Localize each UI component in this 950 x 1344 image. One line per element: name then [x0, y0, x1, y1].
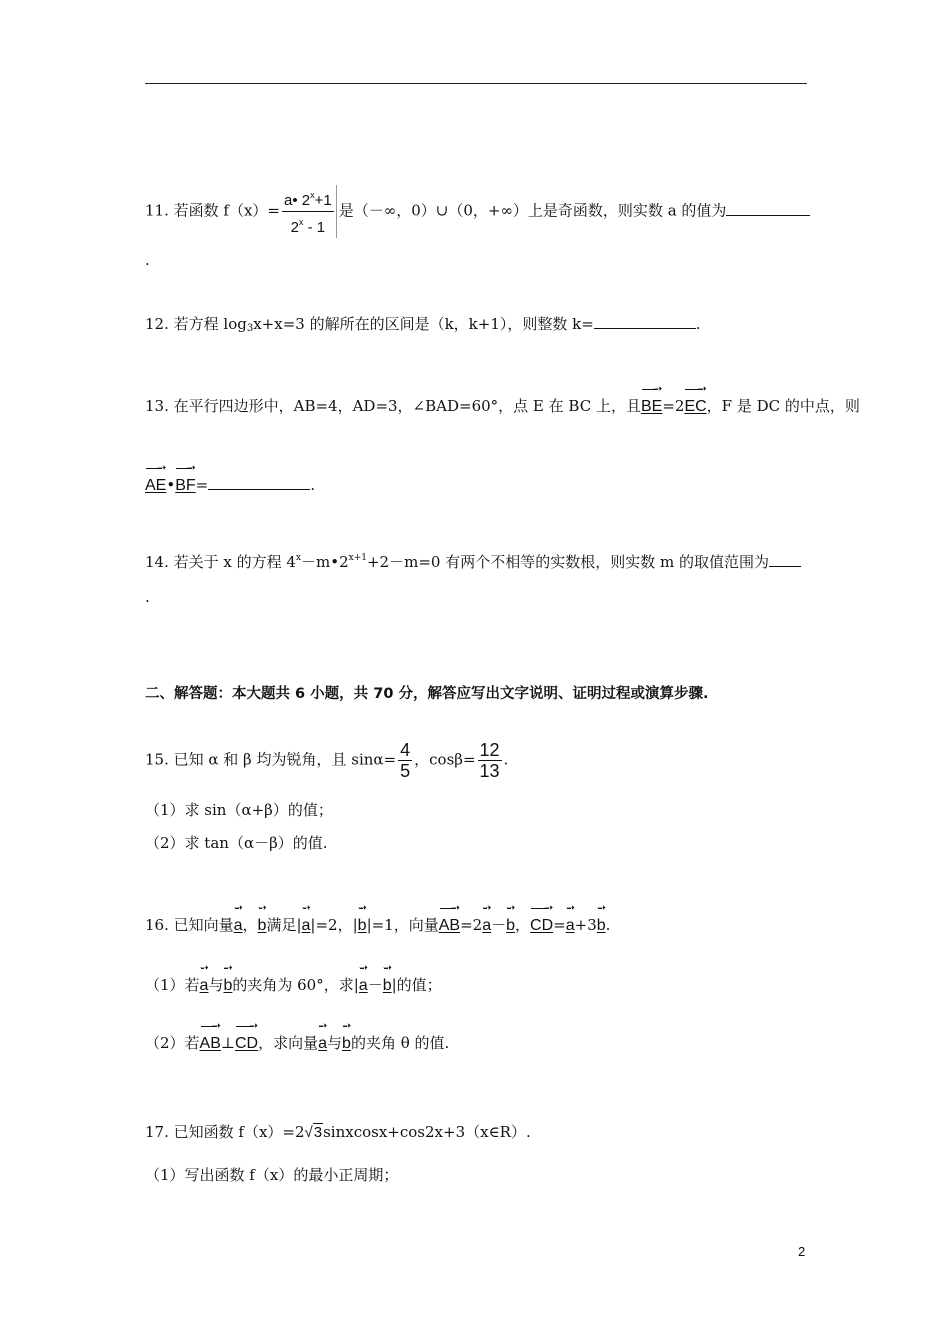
q16-plus3: +3 [574, 916, 597, 934]
vector-a [565, 902, 575, 936]
vector-ec [684, 383, 707, 417]
q16-p2-mid: ，求向量 [258, 1034, 319, 1052]
vector-cd [530, 902, 554, 936]
vector-a-label: a [233, 917, 243, 934]
q15-text-pre: 15. 已知 α 和 β 均为锐角，且 sinα= [145, 750, 397, 769]
vector-a [233, 902, 243, 936]
vector-arrow-icon: ➝ [506, 902, 516, 914]
vector-arrow-icon: ➝ [530, 903, 553, 914]
q11-fraction [282, 185, 337, 238]
q11-num-exp: x [310, 190, 315, 200]
vector-arrow-icon: ➝ [641, 384, 662, 395]
vector-arrow-icon: ➝ [257, 902, 267, 914]
q13-text-pre: 13. 在平行四边形中，AB=4，AD=3，∠BAD=60°，点 E 在 BC 上，且 [145, 397, 641, 415]
q16-p1-pre: （1）若 [145, 976, 200, 994]
vector-arrow-icon: ➝ [318, 1020, 328, 1032]
q11-num-base: 2 [301, 192, 311, 209]
vector-arrow-icon: ➝ [223, 962, 233, 974]
vector-bf-label: BF [175, 477, 196, 494]
q11-den-tail: - 1 [303, 219, 326, 236]
q15-fraction-cos [478, 740, 502, 781]
answer-blank [726, 201, 810, 216]
vector-a [199, 962, 209, 996]
vector-ec-label: EC [684, 398, 707, 415]
q16-period: . [605, 916, 611, 934]
q16-eq2: = [553, 916, 566, 934]
vector-a-label: a [301, 917, 311, 934]
q17-text-post: sinxcosx+cos2x+3（x∈R）. [323, 1123, 531, 1141]
answer-blank [594, 314, 696, 329]
q15-sin-den: 5 [400, 761, 411, 781]
vector-b [342, 1020, 352, 1054]
q14-exp2: x+1 [348, 553, 367, 563]
q13-eq: = [195, 476, 209, 494]
vector-b-label: b [342, 1035, 351, 1052]
vector-bf [175, 462, 196, 496]
header-rule [145, 83, 807, 84]
q16-comma: ， [242, 916, 258, 934]
answer-blank [208, 475, 310, 490]
question-13 [145, 383, 860, 417]
vector-arrow-icon: ➝ [200, 1021, 221, 1032]
q12-text-post: x+x=3 的解所在的区间是（k，k+1），则整数 k= [253, 315, 594, 333]
vector-a [301, 902, 311, 936]
q15-cos-den: 13 [479, 761, 500, 781]
q14-text-post: +2－m=0 有两个不相等的实数根，则实数 m 的取值范围为 [366, 553, 769, 571]
q16-eq1: =2 [460, 916, 483, 934]
vector-cd-label: CD [530, 917, 554, 934]
vector-b [223, 962, 233, 996]
q16-p1-post: |的值； [391, 976, 442, 994]
vector-a-label: a [565, 917, 575, 934]
vector-arrow-icon: ➝ [233, 902, 243, 914]
q16-text-pre: 16. 已知向量 [145, 916, 234, 934]
q15-period: . [503, 750, 509, 769]
vector-a-label: a [482, 917, 492, 934]
q16-cond1: 满足| [266, 916, 302, 934]
vector-arrow-icon: ➝ [342, 1020, 352, 1032]
vector-a [482, 902, 492, 936]
q15-cos-num: 12 [479, 740, 500, 760]
q17-text-pre: 17. 已知函数 f（x）=2 [145, 1123, 305, 1141]
vector-arrow-icon: ➝ [596, 902, 606, 914]
question-11 [145, 185, 810, 238]
vector-cd [235, 1020, 259, 1054]
vector-be [640, 383, 663, 417]
vector-a-label: a [199, 977, 209, 994]
q16-part-1 [145, 962, 442, 996]
vector-arrow-icon: ➝ [199, 962, 209, 974]
q11-den-base: 2 [290, 219, 299, 236]
q16-cond2: |=2，| [310, 916, 358, 934]
vector-arrow-icon: ➝ [358, 962, 369, 974]
q17-part-1: （1）写出函数 f（x）的最小正周期； [145, 1166, 399, 1184]
q11-num-dot: • [292, 192, 298, 209]
vector-b-label: b [596, 917, 606, 934]
q11-period: . [145, 251, 150, 269]
vector-cd-label: CD [235, 1035, 259, 1052]
vector-arrow-icon: ➝ [357, 902, 367, 914]
q15-fraction-sin [398, 740, 412, 781]
q11-num-tail: +1 [314, 192, 332, 209]
q15-sin-num: 4 [400, 740, 411, 760]
vector-arrow-icon: ➝ [439, 903, 460, 914]
q11-num-a: a [283, 192, 293, 209]
answer-blank [769, 552, 801, 567]
section-heading: 二、解答题：本大题共 6 小题，共 70 分，解答应写出文字说明、证明过程或演算步骤. [145, 686, 709, 702]
q12-text-pre: 12. 若方程 log [145, 315, 247, 333]
q11-text-pre: 11. 若函数 f（x）= [145, 201, 280, 220]
question-16 [145, 902, 611, 936]
vector-arrow-icon: ➝ [145, 463, 166, 474]
vector-ab [199, 1020, 221, 1054]
q16-p1-and: 与 [208, 976, 224, 994]
q16-p2-perp: ⊥ [220, 1034, 235, 1052]
vector-arrow-icon: ➝ [235, 1021, 258, 1032]
vector-b-label: b [382, 977, 392, 994]
vector-ab-label: AB [199, 1035, 221, 1052]
q15-part-1: （1）求 sin（α+β）的值； [145, 801, 333, 819]
q16-p2-pre: （2）若 [145, 1034, 200, 1052]
vector-b [382, 962, 392, 996]
q12-period: . [695, 315, 701, 333]
q14-exp1: x [295, 553, 302, 563]
vector-a [358, 962, 369, 996]
vector-b-label: b [506, 917, 516, 934]
vector-arrow-icon: ➝ [382, 962, 392, 974]
q14-text-pre: 14. 若关于 x 的方程 4 [145, 553, 296, 571]
vector-a [318, 1020, 328, 1054]
vector-ae [145, 462, 167, 496]
q16-p2-and: 与 [327, 1034, 343, 1052]
question-12 [145, 314, 701, 339]
q12-log-base: 3 [246, 323, 254, 334]
vector-arrow-icon: ➝ [175, 463, 195, 474]
vector-a-label: a [318, 1035, 328, 1052]
vector-a-label: a [358, 977, 368, 994]
q16-p1-mid: 的夹角为 60°，求| [232, 976, 359, 994]
vector-arrow-icon: ➝ [684, 384, 706, 395]
q13-period: . [310, 476, 316, 494]
vector-b-label: b [357, 917, 367, 934]
sqrt-symbol: √3 [304, 1124, 323, 1141]
q16-part-2 [145, 1020, 450, 1054]
question-15 [145, 740, 508, 781]
vector-b [596, 902, 606, 936]
q16-sep: ， [515, 916, 531, 934]
q14-period: . [145, 588, 150, 606]
q11-den-exp: x [298, 217, 304, 227]
vector-b [257, 902, 267, 936]
q16-minus: － [491, 916, 507, 934]
vector-b [357, 902, 367, 936]
q13-dot: • [166, 476, 176, 494]
question-17 [145, 1122, 531, 1143]
vector-be-label: BE [640, 398, 663, 415]
question-14 [145, 548, 801, 572]
q16-cond3: |=1，向量 [366, 916, 439, 934]
vector-arrow-icon: ➝ [565, 902, 575, 914]
vector-b-label: b [223, 977, 233, 994]
q16-p1-minus: － [367, 976, 383, 994]
question-13-cont [145, 462, 316, 496]
vector-arrow-icon: ➝ [301, 902, 311, 914]
vector-b-label: b [257, 917, 267, 934]
q13-text-post: ，F 是 DC 的中点，则 [706, 397, 860, 415]
q17-radicand: 3 [313, 1124, 323, 1141]
vector-ab-label: AB [438, 917, 461, 934]
q15-part-2: （2）求 tan（α－β）的值. [145, 834, 328, 852]
q11-text-post: 是（－∞，0）∪（0，+∞）上是奇函数，则实数 a 的值为 [338, 201, 727, 220]
q16-p2-post: 的夹角 θ 的值. [350, 1034, 450, 1052]
vector-b [506, 902, 516, 936]
vector-ae-label: AE [145, 477, 167, 494]
q13-text-mid: =2 [662, 397, 685, 415]
q14-text-mid: －m•2 [301, 553, 349, 571]
vector-arrow-icon: ➝ [482, 902, 492, 914]
page-number: 2 [798, 1244, 806, 1259]
q15-text-mid: ，cosβ= [414, 750, 476, 769]
vector-ab [438, 902, 461, 936]
